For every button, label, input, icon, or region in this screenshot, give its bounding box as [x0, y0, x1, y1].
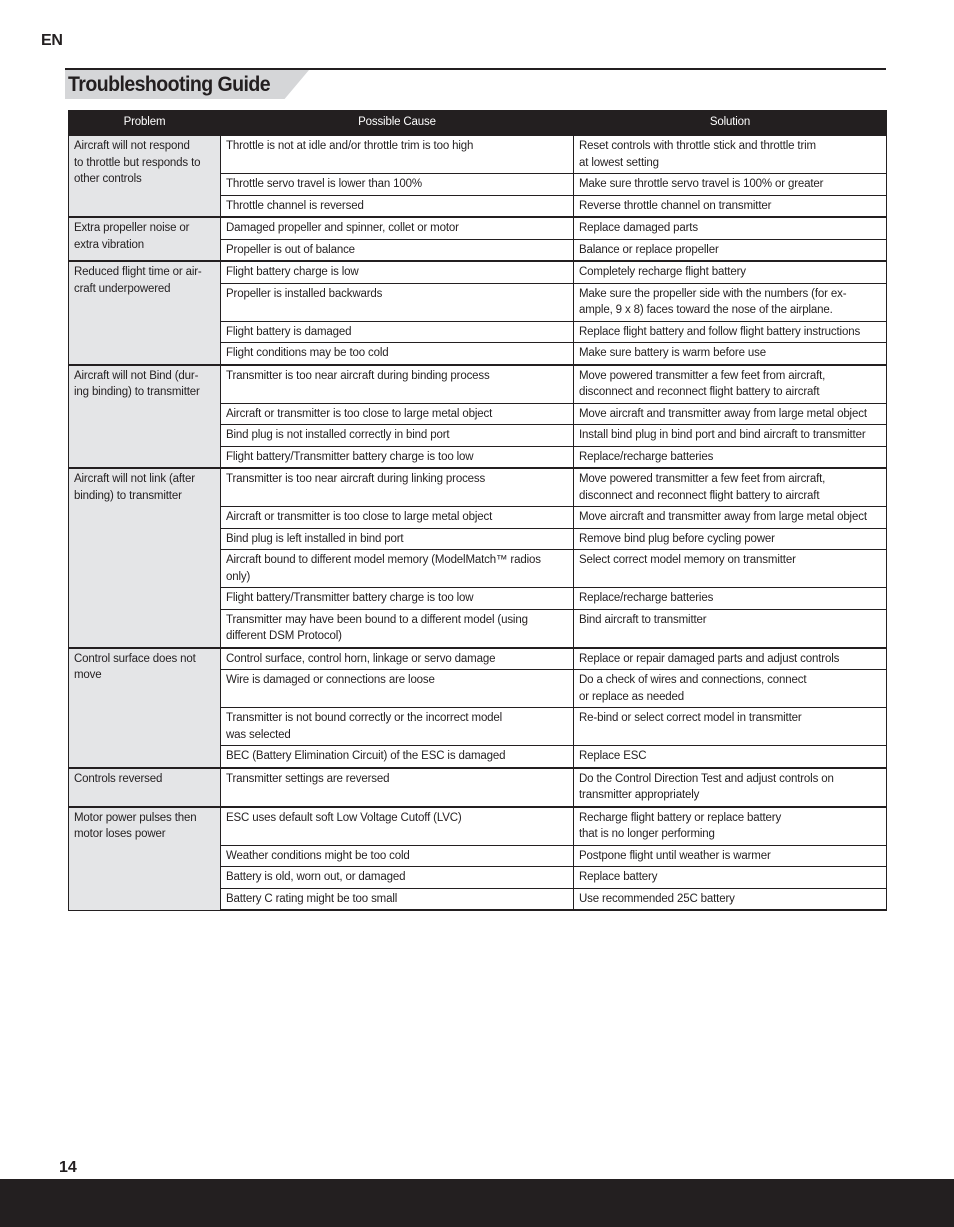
cause-cell: Bind plug is left installed in bind port [221, 528, 574, 550]
cause-cell: Transmitter is not bound correctly or the incorrect model was selected [221, 708, 574, 746]
solution-cell: Re-bind or select correct model in transmitter [574, 708, 887, 746]
solution-cell: Completely recharge flight battery [574, 261, 887, 283]
solution-cell: Reverse throttle channel on transmitter [574, 195, 887, 217]
cause-cell: Propeller is installed backwards [221, 283, 574, 321]
solution-cell: Replace damaged parts [574, 217, 887, 239]
cause-cell: Propeller is out of balance [221, 239, 574, 261]
problem-cell: Aircraft will not Bind (dur- ing binding) to transmitter [69, 365, 221, 469]
header-solution: Solution [574, 111, 887, 136]
table-row [69, 261, 887, 283]
table-row [69, 468, 887, 507]
solution-cell: Make sure battery is warm before use [574, 343, 887, 365]
cause-cell: Battery C rating might be too small [221, 888, 574, 910]
solution-cell: Remove bind plug before cycling power [574, 528, 887, 550]
problem-cell: Motor power pulses then motor loses power [69, 807, 221, 911]
problem-cell: Controls reversed [69, 768, 221, 807]
language-tag: EN [41, 32, 63, 49]
cause-cell: Control surface, control horn, linkage or servo damage [221, 648, 574, 670]
solution-cell: Replace/recharge batteries [574, 588, 887, 610]
solution-cell: Move powered transmitter a few feet from aircraft, disconnect and reconnect flight battery to aircraft [574, 468, 887, 507]
table-row [69, 365, 887, 404]
solution-cell: Make sure the propeller side with the numbers (for ex- ample, 9 x 8) faces toward the nose of the airplane. [574, 283, 887, 321]
problem-cell: Reduced flight time or air- craft underpowered [69, 261, 221, 365]
solution-cell: Do a check of wires and connections, connect or replace as needed [574, 670, 887, 708]
cause-cell: Flight battery/Transmitter battery charge is too low [221, 588, 574, 610]
solution-cell: Replace/recharge batteries [574, 446, 887, 468]
cause-cell: ESC uses default soft Low Voltage Cutoff (LVC) [221, 807, 574, 846]
table-body [69, 135, 887, 910]
solution-cell: Reset controls with throttle stick and throttle trim at lowest setting [574, 135, 887, 174]
cause-cell: Bind plug is not installed correctly in bind port [221, 425, 574, 447]
cause-cell: Damaged propeller and spinner, collet or motor [221, 217, 574, 239]
cause-cell: Flight battery/Transmitter battery charge is too low [221, 446, 574, 468]
cause-cell: Weather conditions might be too cold [221, 845, 574, 867]
cause-cell: Transmitter is too near aircraft during linking process [221, 468, 574, 507]
cause-cell: Flight battery charge is low [221, 261, 574, 283]
solution-cell: Do the Control Direction Test and adjust controls on transmitter appropriately [574, 768, 887, 807]
table-header-row [69, 111, 887, 136]
cause-cell: Aircraft or transmitter is too close to large metal object [221, 403, 574, 425]
solution-cell: Use recommended 25C battery [574, 888, 887, 910]
cause-cell: Flight battery is damaged [221, 321, 574, 343]
solution-cell: Install bind plug in bind port and bind aircraft to transmitter [574, 425, 887, 447]
cause-cell: Throttle is not at idle and/or throttle trim is too high [221, 135, 574, 174]
solution-cell: Balance or replace propeller [574, 239, 887, 261]
table-row [69, 135, 887, 174]
cause-cell: Aircraft bound to different model memory (ModelMatch™ radios only) [221, 550, 574, 588]
problem-cell: Aircraft will not respond to throttle but responds to other controls [69, 135, 221, 217]
table-row [69, 217, 887, 239]
problem-cell: Aircraft will not link (after binding) to transmitter [69, 468, 221, 648]
solution-cell: Recharge flight battery or replace battery that is no longer performing [574, 807, 887, 846]
table-row [69, 768, 887, 807]
solution-cell: Replace battery [574, 867, 887, 889]
cause-cell: Transmitter may have been bound to a different model (using different DSM Protocol) [221, 609, 574, 648]
solution-cell: Select correct model memory on transmitter [574, 550, 887, 588]
cause-cell: Aircraft or transmitter is too close to large metal object [221, 507, 574, 529]
footer-bar [0, 1179, 954, 1227]
solution-cell: Bind aircraft to transmitter [574, 609, 887, 648]
solution-cell: Replace or repair damaged parts and adjust controls [574, 648, 887, 670]
troubleshooting-table [68, 110, 887, 911]
page-title: Troubleshooting Guide [68, 73, 271, 96]
table-row [69, 648, 887, 670]
problem-cell: Extra propeller noise or extra vibration [69, 217, 221, 261]
cause-cell: Transmitter is too near aircraft during binding process [221, 365, 574, 404]
cause-cell: Wire is damaged or connections are loose [221, 670, 574, 708]
cause-cell: Flight conditions may be too cold [221, 343, 574, 365]
solution-cell: Move aircraft and transmitter away from large metal object [574, 403, 887, 425]
cause-cell: BEC (Battery Elimination Circuit) of the ESC is damaged [221, 746, 574, 768]
cause-cell: Battery is old, worn out, or damaged [221, 867, 574, 889]
solution-cell: Postpone flight until weather is warmer [574, 845, 887, 867]
header-problem: Problem [69, 111, 221, 136]
solution-cell: Replace flight battery and follow flight battery instructions [574, 321, 887, 343]
cause-cell: Throttle servo travel is lower than 100% [221, 174, 574, 196]
cause-cell: Transmitter settings are reversed [221, 768, 574, 807]
solution-cell: Move aircraft and transmitter away from large metal object [574, 507, 887, 529]
table-row [69, 807, 887, 846]
solution-cell: Make sure throttle servo travel is 100% or greater [574, 174, 887, 196]
header-possible-cause: Possible Cause [221, 111, 574, 136]
cause-cell: Throttle channel is reversed [221, 195, 574, 217]
solution-cell: Replace ESC [574, 746, 887, 768]
problem-cell: Control surface does not move [69, 648, 221, 768]
solution-cell: Move powered transmitter a few feet from aircraft, disconnect and reconnect flight battery to aircraft [574, 365, 887, 404]
page-number: 14 [59, 1159, 77, 1176]
